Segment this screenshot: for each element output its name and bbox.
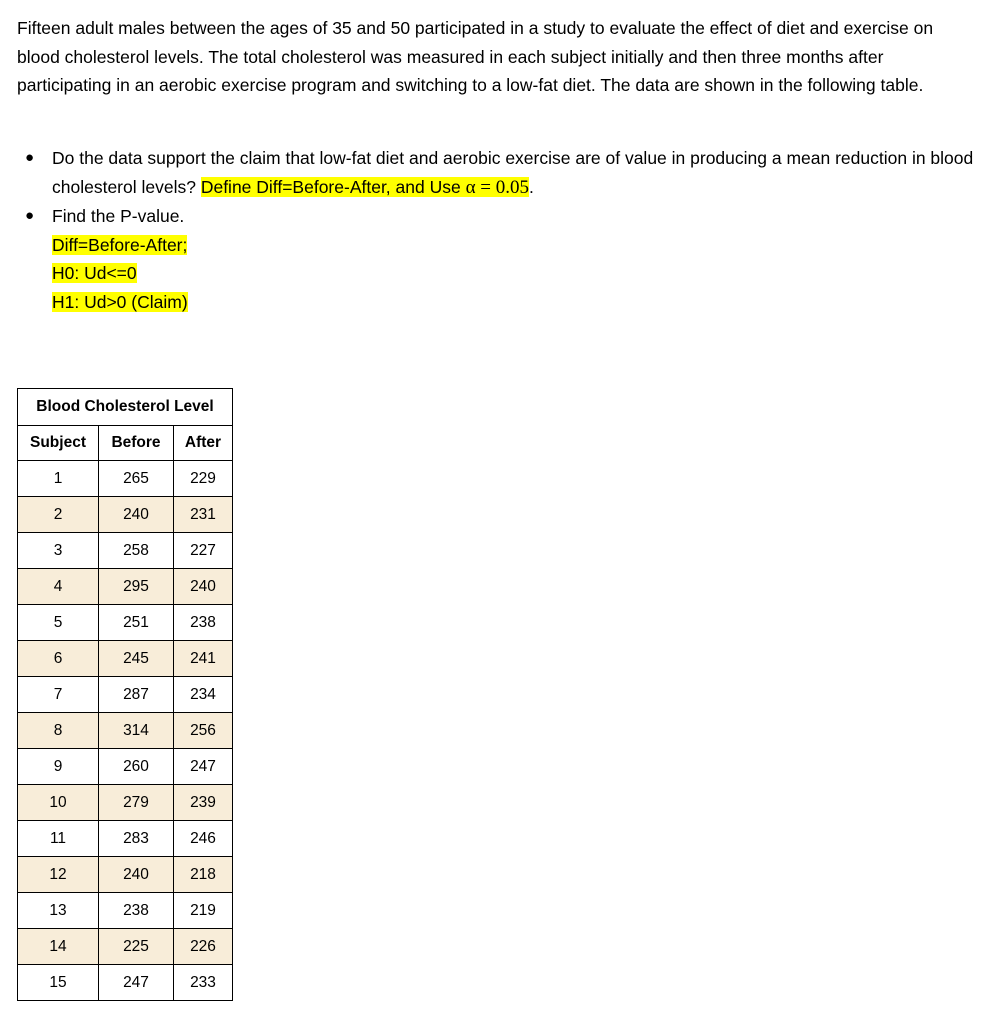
cell-after: 231	[174, 497, 233, 533]
cell-after: 256	[174, 713, 233, 749]
header-subject: Subject	[18, 426, 99, 461]
question-list	[17, 144, 977, 316]
cell-subject: 2	[18, 497, 99, 533]
table-row	[18, 929, 233, 965]
cell-subject: 8	[18, 713, 99, 749]
table-header-row	[18, 426, 233, 461]
question-1-text: Do the data support the claim that low-fat diet and aerobic exercise are of value in producing a mean reduction in blood cholesterol levels?	[52, 148, 974, 197]
intro-paragraph: Fifteen adult males between the ages of 35 and 50 participated in a study to evaluate the effect of diet and exercise on blood cholesterol levels. The total cholesterol was measured in each subject initially and then three months after participating in an aerobic exercise program and switching to a low-fat diet. The data are shown in the following table.	[17, 18, 934, 95]
alpha-value: α = 0.05	[465, 176, 529, 198]
cell-subject: 10	[18, 785, 99, 821]
cell-after: 240	[174, 569, 233, 605]
table-row	[18, 641, 233, 677]
question-1-highlight	[201, 177, 529, 197]
table-row	[18, 821, 233, 857]
table-row	[18, 461, 233, 497]
cell-before: 287	[99, 677, 174, 713]
cell-before: 240	[99, 857, 174, 893]
hypothesis-line-3-text: H1: Ud>0 (Claim)	[52, 291, 188, 312]
header-before: Before	[99, 426, 174, 461]
table-body	[18, 461, 233, 1001]
cell-before: 265	[99, 461, 174, 497]
cell-before: 314	[99, 713, 174, 749]
table-row	[18, 749, 233, 785]
cell-subject: 11	[18, 821, 99, 857]
cell-before: 247	[99, 965, 174, 1001]
cell-after: 239	[174, 785, 233, 821]
cell-before: 295	[99, 569, 174, 605]
question-item-2	[17, 202, 977, 316]
hypothesis-line-1-text: Diff=Before-After;	[52, 234, 188, 255]
table-row	[18, 677, 233, 713]
cell-subject: 5	[18, 605, 99, 641]
cell-before: 251	[99, 605, 174, 641]
cell-subject: 1	[18, 461, 99, 497]
cell-subject: 12	[18, 857, 99, 893]
table-row	[18, 893, 233, 929]
cell-after: 229	[174, 461, 233, 497]
cell-after: 238	[174, 605, 233, 641]
table-row	[18, 965, 233, 1001]
hypothesis-line-2-text: H0: Ud<=0	[52, 263, 137, 283]
cell-after: 241	[174, 641, 233, 677]
bullet-icon: ●	[25, 149, 35, 166]
cell-after: 246	[174, 821, 233, 857]
cell-after: 234	[174, 677, 233, 713]
cell-subject: 6	[18, 641, 99, 677]
table-row	[18, 857, 233, 893]
cell-after: 218	[174, 857, 233, 893]
cell-before: 245	[99, 641, 174, 677]
table-title-row	[18, 389, 233, 426]
cell-subject: 13	[18, 893, 99, 929]
cell-after: 233	[174, 965, 233, 1001]
cell-before: 283	[99, 821, 174, 857]
table-row	[18, 569, 233, 605]
question-item-1	[17, 144, 977, 202]
table-row	[18, 497, 233, 533]
cell-after: 219	[174, 893, 233, 929]
cell-subject: 15	[18, 965, 99, 1001]
hypothesis-line-3	[52, 288, 977, 317]
cell-subject: 3	[18, 533, 99, 569]
cell-before: 238	[99, 893, 174, 929]
cell-before: 225	[99, 929, 174, 965]
table-row	[18, 713, 233, 749]
table-row	[18, 785, 233, 821]
cell-before: 258	[99, 533, 174, 569]
hypothesis-line-2	[52, 259, 977, 288]
cell-after: 247	[174, 749, 233, 785]
cell-before: 240	[99, 497, 174, 533]
cell-subject: 4	[18, 569, 99, 605]
cell-after: 226	[174, 929, 233, 965]
cholesterol-table	[17, 388, 233, 1001]
cell-subject: 9	[18, 749, 99, 785]
table-row	[18, 605, 233, 641]
cell-after: 227	[174, 533, 233, 569]
cell-before: 279	[99, 785, 174, 821]
question-2-text: Find the P-value.	[52, 206, 185, 226]
bullet-icon: ●	[25, 207, 35, 224]
cell-subject: 7	[18, 677, 99, 713]
table-row	[18, 533, 233, 569]
table-title: Blood Cholesterol Level	[18, 389, 233, 426]
question-1-highlight-text: Define Diff=Before-After, and Use	[200, 176, 466, 197]
cell-subject: 14	[18, 929, 99, 965]
question-1-end: .	[529, 176, 534, 197]
cell-before: 260	[99, 749, 174, 785]
header-after: After	[174, 426, 233, 461]
hypothesis-line-1	[52, 231, 977, 260]
